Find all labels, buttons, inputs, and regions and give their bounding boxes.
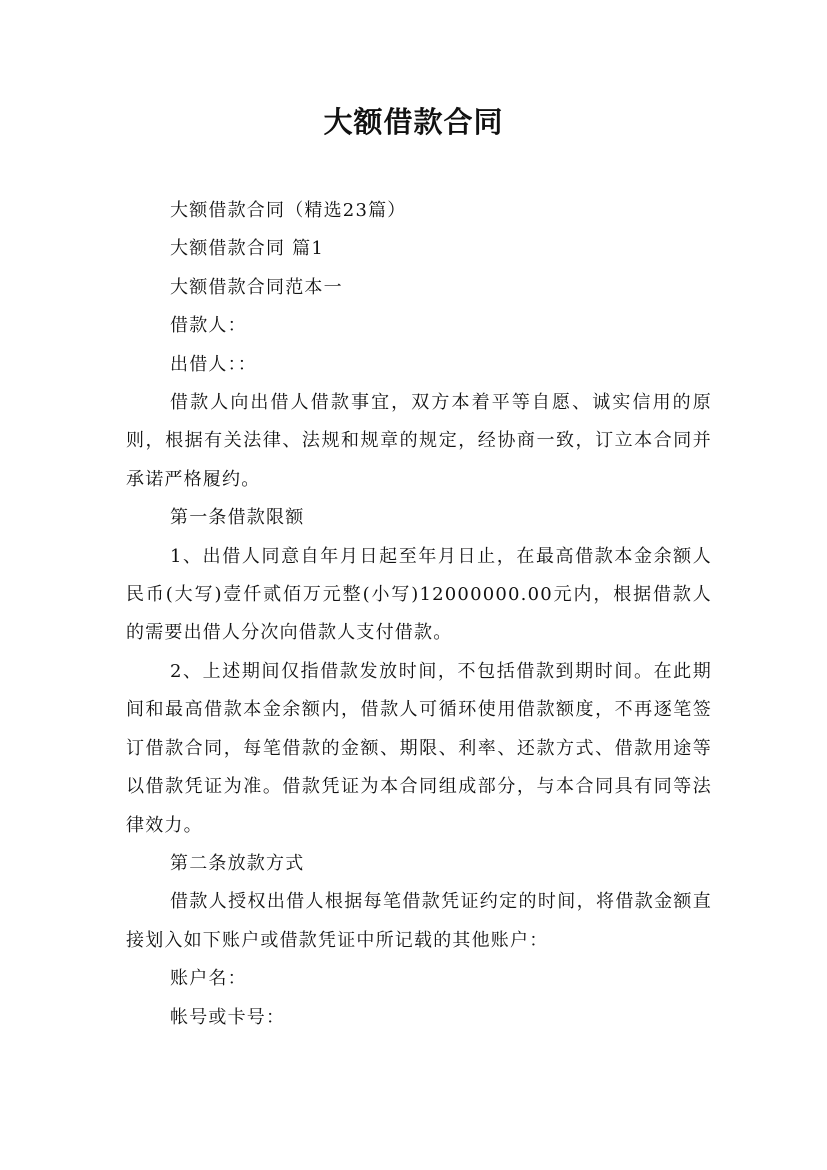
paragraph-borrower: 借款人： [170, 315, 247, 337]
document-title: 大额借款合同 [323, 105, 504, 139]
paragraph-template-heading: 大额借款合同范本一 [170, 276, 343, 298]
paragraph-account-name: 账户名： [170, 968, 247, 990]
paragraph-article-1-clause-1: 1、出借人同意自年月日起至年月日止，在最高借款本金余额人民币(大写)壹仟贰佰万元整(小写)12000000.00元内，根据借款人的需要出借人分次向借款人支付借款。 [126, 545, 712, 644]
paragraph-article-2-heading: 第二条放款方式 [170, 852, 305, 874]
paragraph-article-1-clause-2: 2、上述期间仅指借款发放时间，不包括借款到期时间。在此期间和最高借款本金余额内，借款人可循环使用借款额度，不再逐笔签订借款合同，每笔借款的金额、期限、利率、还款方式、借款用途等以借款凭证为准。借款凭证为本合同组成部分，与本合同具有同等法律效力。 [126, 660, 712, 836]
paragraph-account-number: 帐号或卡号： [170, 1006, 286, 1028]
paragraph-intro: 借款人向出借人借款事宜，双方本着平等自愿、诚实信用的原则，根据有关法律、法规和规章的规定，经协商一致，订立本合同并承诺严格履约。 [126, 392, 712, 490]
paragraph-section-heading: 大额借款合同 篇1 [170, 238, 324, 260]
paragraph-article-1-heading: 第一条借款限额 [170, 507, 305, 529]
document-body [126, 192, 712, 1037]
paragraph-article-2-body: 借款人授权出借人根据每笔借款凭证约定的时间，将借款金额直接划入如下账户或借款凭证中所记载的其他账户： [126, 891, 712, 951]
paragraph-subtitle: 大额借款合同（精选23篇） [170, 200, 407, 221]
paragraph-lender: 出借人：： [170, 353, 257, 375]
